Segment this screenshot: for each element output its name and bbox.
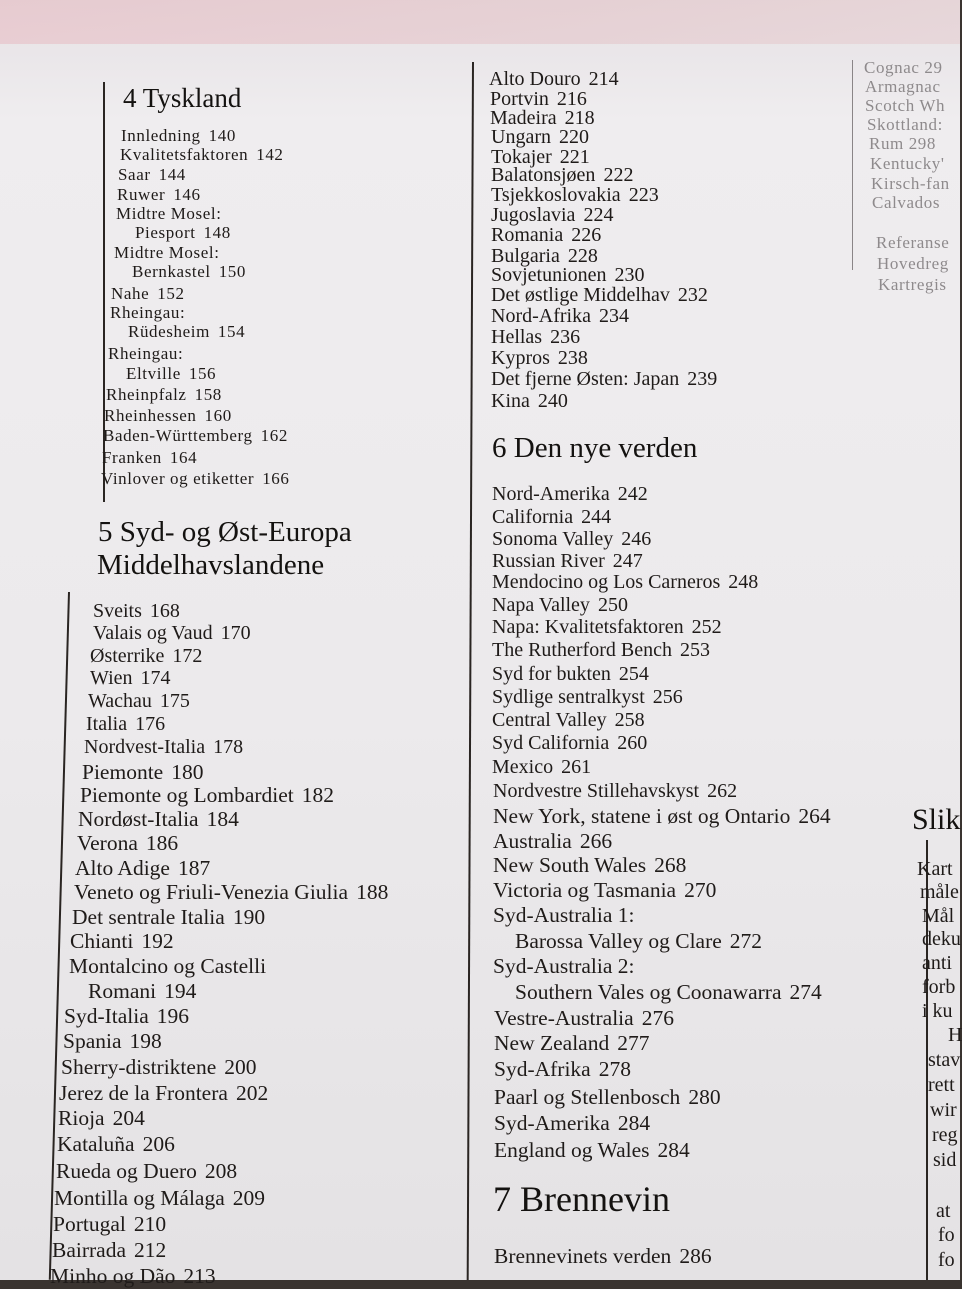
toc-entry	[492, 528, 651, 551]
toc-entry	[126, 364, 216, 384]
toc-entry-label: Syd California	[492, 732, 610, 754]
right-column-entry: Referanse	[876, 233, 950, 252]
toc-entry	[492, 686, 683, 709]
toc-entry-label: Wien	[90, 667, 133, 689]
toc-entry	[492, 483, 648, 506]
right-column-entry: Scotch Wh	[865, 96, 946, 115]
toc-entry-page: 180	[171, 760, 204, 784]
toc-entry-label: Syd-Italia	[64, 1004, 149, 1028]
toc-entry-page: 284	[617, 1111, 651, 1135]
right-column-text-line: H	[948, 1024, 962, 1046]
toc-entry	[88, 690, 190, 713]
toc-entry-label: Rüdesheim	[128, 322, 210, 341]
toc-entry	[493, 780, 737, 803]
toc-entry-page: 246	[621, 528, 652, 550]
toc-entry-page: 260	[617, 732, 648, 754]
toc-entry-page: 184	[206, 807, 239, 831]
toc-entry	[494, 1085, 721, 1110]
toc-entry-label: Sydlige sentralkyst	[492, 686, 645, 708]
right-column-text-line: reg	[932, 1124, 958, 1146]
toc-entry-label: Østerrike	[90, 645, 165, 667]
toc-entry-page: 284	[657, 1138, 690, 1162]
toc-entry-page: 148	[203, 223, 231, 242]
toc-entry	[63, 1029, 162, 1054]
toc-entry-page: 239	[687, 368, 718, 390]
toc-entry-label: Saar	[118, 165, 151, 184]
toc-entry-label: Veneto og Friuli-Venezia Giulia	[74, 880, 349, 904]
toc-entry-page: 250	[597, 594, 628, 616]
right-column-text-line: anti	[922, 952, 952, 974]
toc-entry-page: 208	[204, 1159, 238, 1183]
toc-entry-page: 190	[232, 905, 266, 929]
toc-entry-page: 152	[157, 284, 185, 303]
toc-entry-page: 146	[173, 185, 201, 204]
toc-entry-page: 248	[728, 571, 759, 593]
toc-entry-page: 206	[142, 1132, 175, 1156]
toc-entry	[493, 903, 635, 928]
toc-entry-label: England og Wales	[494, 1138, 650, 1162]
toc-entry	[116, 204, 222, 224]
toc-entry	[77, 831, 178, 856]
toc-entry-page: 238	[557, 347, 588, 369]
toc-entry	[121, 126, 236, 146]
toc-entry	[75, 856, 210, 881]
toc-entry	[117, 185, 201, 205]
right-column-text-line: wir	[930, 1099, 957, 1121]
page-top-band	[0, 0, 960, 44]
toc-entry	[492, 756, 591, 779]
toc-entry-label: Alto Douro	[489, 68, 581, 90]
toc-entry-label: Vestre-Australia	[494, 1006, 634, 1030]
right-column-rule	[852, 60, 853, 270]
toc-entry	[491, 326, 580, 349]
toc-entry-label: Chianti	[70, 929, 134, 953]
toc-entry-label: Nordvestre Stillehavskyst	[493, 780, 700, 802]
toc-entry-label: Syd for bukten	[492, 663, 611, 685]
toc-entry-label: Syd-Afrika	[494, 1057, 591, 1081]
toc-entry	[492, 639, 710, 662]
toc-entry-label: Sovjetunionen	[491, 264, 607, 286]
toc-entry-label: Syd-Australia 2:	[493, 954, 635, 978]
toc-entry-page: 252	[691, 616, 722, 638]
toc-entry-page: 280	[688, 1085, 721, 1109]
toc-entry-page: 196	[156, 1004, 190, 1028]
toc-entry	[118, 165, 186, 185]
toc-entry-page: 204	[112, 1106, 145, 1130]
toc-entry-label: Napa Valley	[492, 594, 590, 616]
toc-entry	[492, 616, 722, 639]
toc-entry	[59, 1081, 268, 1106]
toc-entry	[493, 878, 716, 903]
toc-entry-page: 202	[235, 1081, 269, 1105]
toc-entry-label: Romani	[88, 979, 157, 1003]
toc-entry-label: The Rutherford Bench	[492, 639, 672, 661]
toc-entry-label: New Zealand	[494, 1031, 610, 1055]
toc-entry-page: 222	[603, 164, 634, 186]
toc-entry-label: Nordøst-Italia	[78, 807, 199, 831]
toc-entry	[104, 406, 232, 426]
right-column-text-line: sid	[933, 1149, 957, 1171]
toc-entry-label: Australia	[493, 829, 572, 853]
toc-entry	[492, 709, 645, 732]
toc-entry-page: 174	[140, 667, 171, 689]
toc-entry-page: 240	[537, 390, 568, 412]
toc-entry-page: 270	[684, 878, 717, 902]
toc-entry	[54, 1186, 265, 1211]
toc-entry	[74, 880, 388, 905]
toc-entry-label: Rheinpfalz	[106, 385, 187, 404]
toc-entry	[101, 469, 290, 489]
toc-entry-label: Baden-Württemberg	[103, 426, 253, 445]
toc-entry-label: Innledning	[121, 126, 201, 145]
toc-entry	[491, 305, 629, 328]
toc-entry-page: 156	[188, 364, 217, 383]
middle-column-rule	[467, 62, 474, 1280]
toc-entry-label: Ungarn	[491, 126, 551, 148]
toc-entry-label: Vinlover og etiketter	[101, 469, 255, 488]
toc-entry-label: Sherry-distriktene	[61, 1055, 217, 1079]
toc-entry-label: Minho og Dão	[50, 1264, 176, 1288]
toc-entry-label: Hellas	[491, 326, 543, 348]
right-column-text-line: fo	[938, 1224, 955, 1246]
toc-entry-label: Tsjekkoslovakia	[491, 184, 621, 206]
toc-entry-label: Portugal	[53, 1212, 126, 1236]
toc-entry-label: Madeira	[490, 107, 557, 129]
toc-entry-page: 261	[561, 756, 592, 778]
toc-entry-page: 213	[183, 1264, 216, 1288]
toc-entry-page: 140	[208, 126, 236, 145]
toc-entry-page: 278	[598, 1057, 631, 1081]
toc-entry-label: Franken	[102, 448, 162, 467]
toc-entry-label: Eltville	[126, 364, 181, 383]
toc-entry	[135, 223, 231, 243]
toc-entry	[515, 980, 822, 1005]
toc-entry-label: Nahe	[111, 284, 150, 303]
toc-entry	[492, 550, 643, 573]
toc-entry-page: 272	[729, 929, 763, 953]
toc-entry-page: 220	[558, 126, 589, 148]
toc-entry-label: Paarl og Stellenbosch	[494, 1085, 681, 1109]
toc-entry-page: 236	[550, 326, 581, 348]
toc-entry-label: Syd-Amerika	[494, 1111, 610, 1135]
toc-entry	[61, 1055, 257, 1080]
toc-entry	[102, 448, 197, 468]
toc-entry-label: Russian River	[492, 550, 605, 572]
toc-entry-page: 164	[169, 448, 198, 467]
toc-entry-label: Napa: Kvalitetsfaktoren	[492, 616, 684, 638]
toc-entry-page: 166	[262, 469, 290, 488]
toc-entry-page: 162	[260, 426, 288, 445]
right-column-entry: Kartregis	[878, 275, 947, 294]
right-column-text-line: i ku	[922, 1000, 953, 1022]
toc-entry	[82, 760, 203, 785]
toc-entry	[494, 1057, 631, 1082]
toc-entry-page: 276	[641, 1006, 674, 1030]
toc-entry-label: Det fjerne Østen: Japan	[491, 368, 680, 390]
toc-entry-page: 254	[618, 663, 649, 685]
toc-entry-page: 216	[556, 88, 587, 110]
toc-entry-page: 214	[588, 68, 619, 90]
right-column-entry: Cognac 29	[864, 58, 943, 77]
toc-entry-page: 187	[177, 856, 211, 880]
right-column-entry: Skottland:	[867, 115, 943, 134]
toc-entry-page: 186	[145, 831, 179, 855]
toc-entry	[110, 303, 185, 323]
toc-entry-label: Sonoma Valley	[492, 528, 614, 550]
toc-entry	[80, 783, 334, 808]
toc-entry	[494, 1138, 690, 1163]
toc-entry-label: Det sentrale Italia	[72, 905, 225, 929]
toc-entry	[128, 322, 245, 342]
toc-entry	[88, 979, 196, 1004]
toc-entry-page: 188	[356, 880, 389, 904]
right-column-entry: Rum 298	[869, 134, 937, 153]
toc-entry-page: 175	[159, 690, 190, 712]
toc-entry-page: 224	[583, 204, 614, 226]
right-column-text-line: at	[936, 1200, 951, 1222]
toc-entry	[50, 1264, 216, 1289]
toc-entry-label: Alto Adige	[75, 856, 170, 880]
toc-entry-label: Bernkastel	[132, 262, 211, 281]
toc-entry-label: Piesport	[135, 223, 196, 242]
toc-entry-page: 142	[256, 145, 284, 164]
toc-entry-page: 232	[677, 284, 708, 306]
toc-entry-page: 274	[789, 980, 822, 1004]
toc-entry-page: 212	[134, 1238, 167, 1262]
toc-entry	[106, 385, 222, 405]
toc-entry-label: Ruwer	[117, 185, 166, 204]
toc-entry-label: Rueda og Duero	[56, 1159, 197, 1183]
chapter-5-title-line1: 5 Syd- og Øst-Europa	[98, 516, 352, 548]
right-column-entry: Armagnac	[865, 77, 941, 96]
toc-entry	[111, 284, 185, 304]
toc-entry-label: Montalcino og Castelli	[69, 954, 267, 978]
toc-entry-label: New York, statene i øst og Ontario	[493, 804, 791, 828]
toc-entry-label: Jugoslavia	[491, 204, 576, 226]
toc-entry-label: Midtre Mosel:	[116, 204, 222, 223]
toc-entry-label: Jerez de la Frontera	[59, 1081, 228, 1105]
right-column-text-line: Mål	[922, 905, 955, 927]
toc-entry-label: Portvin	[490, 88, 549, 110]
toc-entry	[114, 243, 220, 263]
toc-entry	[494, 1111, 650, 1136]
toc-entry	[93, 622, 251, 645]
toc-entry	[52, 1238, 166, 1263]
toc-entry-label: Tokajer	[491, 146, 552, 168]
toc-entry	[70, 929, 174, 954]
toc-entry-label: New South Wales	[493, 853, 647, 877]
right-column-text-line: stav	[928, 1049, 961, 1071]
toc-entry	[491, 284, 708, 307]
toc-entry-label: Nordvest-Italia	[84, 736, 206, 758]
toc-entry-page: 266	[579, 829, 613, 853]
toc-entry	[64, 1004, 189, 1029]
toc-entry	[493, 829, 612, 854]
toc-entry	[493, 853, 686, 878]
toc-entry-page: 160	[204, 406, 232, 425]
toc-entry-label: Kvalitetsfaktoren	[120, 145, 249, 164]
toc-entry-page: 226	[571, 224, 602, 246]
toc-entry-label: Sveits	[93, 600, 142, 622]
toc-entry-label: Kypros	[491, 347, 550, 369]
chapter-6-title: 6 Den nye verden	[492, 432, 698, 464]
right-column-text-line: forb	[922, 976, 956, 998]
toc-entry-label: Bulgaria	[491, 245, 560, 267]
toc-entry-label: Brennevinets verden	[494, 1244, 672, 1268]
toc-entry	[53, 1212, 166, 1237]
toc-entry-page: 286	[679, 1244, 712, 1268]
toc-entry-label: Valais og Vaud	[93, 622, 213, 644]
right-column-entry: Hovedreg	[877, 254, 949, 273]
toc-entry-label: Rheingau:	[108, 344, 184, 363]
chapter-5-title-line2: Middelhavslandene	[97, 549, 325, 581]
toc-entry-page: 182	[301, 783, 335, 807]
toc-entry-label: Central Valley	[492, 709, 607, 731]
toc-entry-page: 262	[707, 780, 738, 802]
toc-entry-label: Spania	[63, 1029, 122, 1053]
toc-entry	[492, 571, 758, 594]
right-column-text-line: fo	[938, 1249, 955, 1271]
toc-entry-page: 258	[614, 709, 645, 731]
toc-entry-page: 223	[628, 184, 659, 206]
toc-entry-label: Balatonsjøen	[491, 164, 596, 186]
right-column-text-line: rett	[928, 1074, 955, 1096]
toc-entry-label: Romania	[491, 224, 564, 246]
right-column-text-line: Kart	[917, 858, 953, 880]
toc-entry	[492, 594, 628, 617]
toc-entry	[69, 954, 266, 979]
toc-entry	[515, 929, 762, 954]
toc-entry-page: 264	[798, 804, 831, 828]
toc-entry-page: 168	[149, 600, 180, 622]
toc-entry-label: Barossa Valley og Clare	[515, 929, 722, 953]
right-column-text-line: deku	[922, 928, 961, 950]
toc-entry-label: Rheingau:	[110, 303, 186, 322]
toc-entry-label: Piemonte og Lombardiet	[80, 783, 294, 807]
toc-entry-page: 176	[135, 713, 166, 735]
toc-entry-page: 209	[232, 1186, 266, 1210]
toc-entry	[491, 347, 588, 370]
right-column-entry: Kentucky'	[870, 154, 945, 173]
toc-entry-label: Kataluña	[57, 1132, 135, 1156]
toc-entry	[491, 390, 568, 413]
toc-entry-page: 158	[194, 385, 222, 404]
toc-entry-page: 192	[141, 929, 174, 953]
toc-entry	[93, 600, 180, 623]
chapter-4-title: 4 Tyskland	[123, 83, 242, 113]
toc-entry-label: Midtre Mosel:	[114, 243, 220, 262]
toc-entry-page: 268	[654, 853, 687, 877]
toc-entry-label: Rheinhessen	[104, 406, 197, 425]
toc-entry	[494, 1244, 712, 1269]
toc-entry-page: 247	[612, 550, 643, 572]
toc-entry	[86, 713, 165, 736]
toc-entry-page: 253	[679, 639, 710, 661]
right-column-entry: Kirsch-fan	[871, 174, 950, 193]
toc-entry-page: 218	[564, 107, 595, 129]
toc-entry-page: 154	[217, 322, 246, 341]
toc-entry-page: 242	[617, 483, 648, 505]
toc-entry	[492, 506, 611, 529]
toc-entry	[57, 1132, 175, 1157]
toc-entry-page: 150	[218, 262, 247, 281]
toc-entry-page: 172	[172, 645, 203, 667]
toc-entry-page: 221	[559, 146, 590, 168]
toc-entry-label: Det østlige Middelhav	[491, 284, 670, 306]
toc-entry-label: Rioja	[58, 1106, 105, 1130]
toc-entry	[56, 1159, 237, 1184]
toc-entry-label: Wachau	[88, 690, 152, 712]
toc-entry-label: Mendocino og Los Carneros	[492, 571, 721, 593]
toc-entry-label: Nord-Amerika	[492, 483, 610, 505]
right-column-text-line: måle	[920, 881, 959, 903]
toc-entry	[494, 1031, 649, 1056]
toc-entry	[492, 732, 647, 755]
toc-entry-label: Nord-Afrika	[491, 305, 591, 327]
toc-entry	[78, 807, 239, 832]
chapter-7-title: 7 Brennevin	[493, 1179, 670, 1219]
toc-entry-page: 244	[581, 506, 612, 528]
toc-entry	[491, 224, 601, 247]
toc-entry	[491, 368, 717, 391]
toc-entry-page: 170	[220, 622, 251, 644]
toc-entry-label: Kina	[491, 390, 530, 412]
toc-entry	[90, 645, 202, 668]
toc-entry	[494, 1006, 674, 1031]
right-column-entry: Calvados	[872, 193, 941, 212]
toc-entry	[493, 804, 831, 829]
toc-entry-page: 277	[617, 1031, 650, 1055]
toc-entry	[90, 667, 171, 690]
toc-entry-page: 256	[652, 686, 683, 708]
toc-entry-page: 210	[133, 1212, 167, 1236]
toc-entry-page: 194	[164, 979, 197, 1003]
toc-entry	[120, 145, 284, 165]
toc-entry-page: 234	[598, 305, 629, 327]
toc-entry	[492, 663, 649, 686]
toc-entry-page: 230	[614, 264, 645, 286]
toc-entry-label: Southern Vales og Coonawarra	[515, 980, 782, 1004]
toc-entry-page: 200	[224, 1055, 257, 1079]
toc-entry	[103, 426, 288, 446]
right-column-heading: Slik	[912, 803, 961, 836]
toc-entry-label: California	[492, 506, 574, 528]
toc-entry-page: 228	[567, 245, 598, 267]
toc-entry-page: 178	[213, 736, 244, 758]
toc-entry	[84, 736, 243, 759]
toc-entry	[72, 905, 265, 930]
toc-entry-page: 144	[158, 165, 186, 184]
toc-entry-label: Italia	[86, 713, 128, 735]
toc-entry	[58, 1106, 145, 1131]
toc-entry-page: 198	[129, 1029, 162, 1053]
toc-entry-label: Mexico	[492, 756, 554, 778]
toc-entry-label: Montilla og Málaga	[54, 1186, 225, 1210]
toc-entry	[132, 262, 246, 282]
toc-entry-label: Bairrada	[52, 1238, 127, 1262]
toc-entry	[493, 954, 635, 979]
toc-entry-label: Verona	[77, 831, 138, 855]
toc-entry	[108, 344, 183, 364]
toc-entry-label: Syd-Australia 1:	[493, 903, 635, 927]
toc-entry-label: Victoria og Tasmania	[493, 878, 677, 902]
toc-entry-label: Piemonte	[82, 760, 164, 784]
